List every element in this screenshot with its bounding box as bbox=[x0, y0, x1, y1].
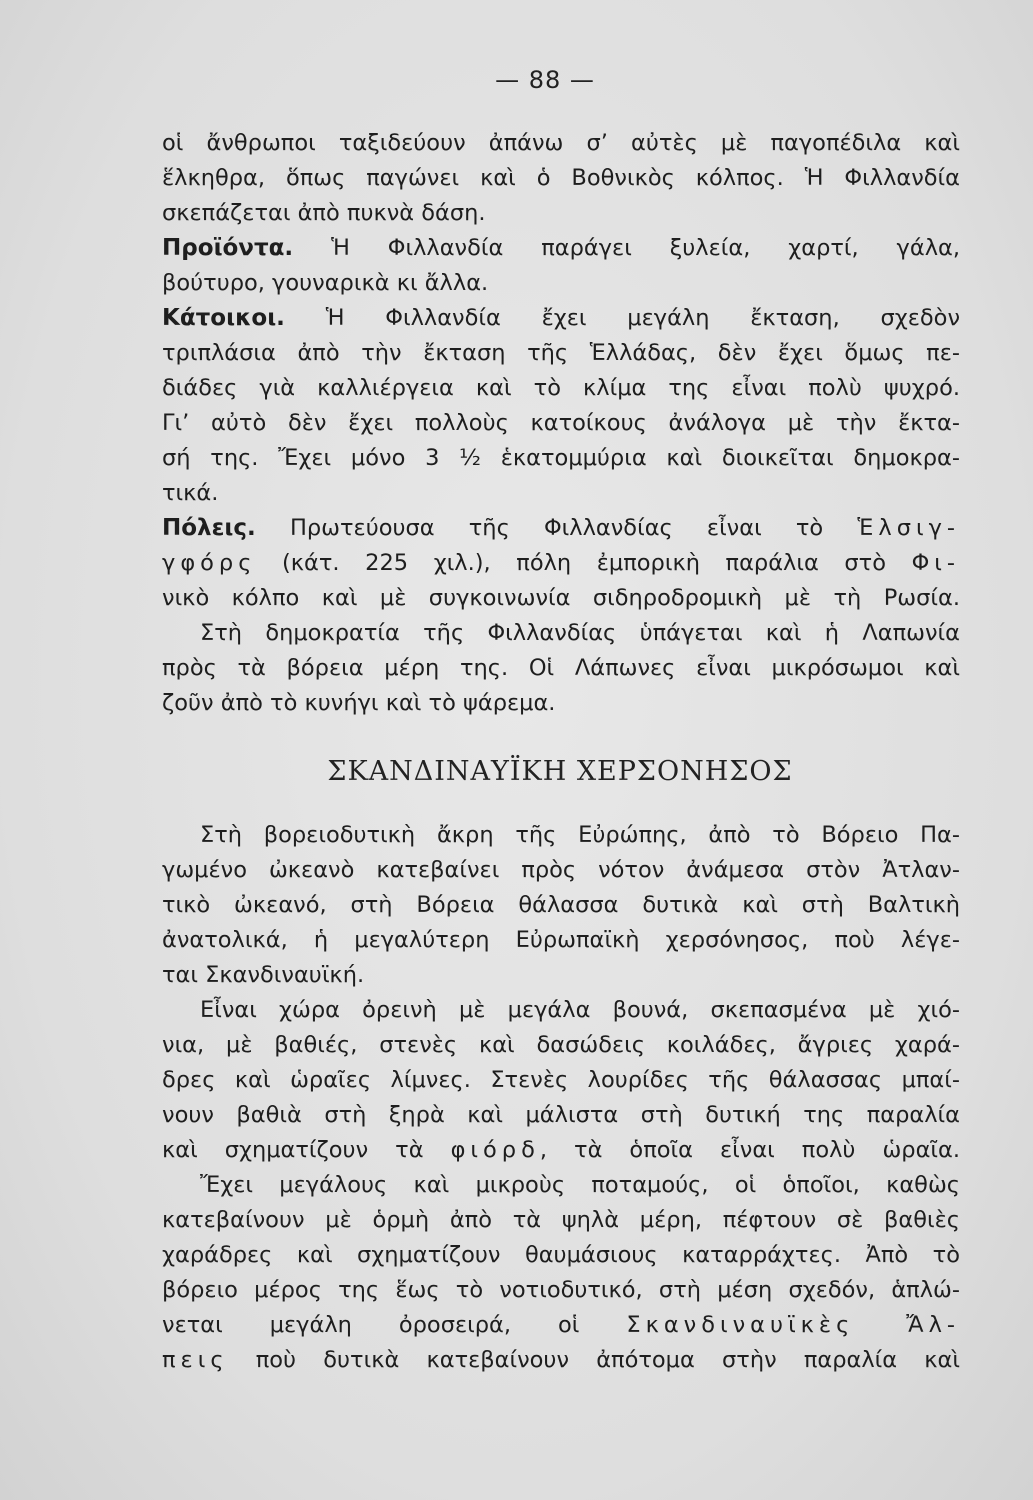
body-text-block bbox=[162, 126, 960, 721]
text-line: Εἶναι χώρα ὀρεινὴ μὲ μεγάλα βουνά, σκεπασμένα μὲ χιό- bbox=[200, 997, 960, 1023]
text-line: νουν βαθιὰ στὴ ξηρὰ καὶ μάλιστα στὴ δυτική της παραλία bbox=[162, 1102, 960, 1128]
text-line: τικά. bbox=[162, 480, 219, 506]
text-line: τριπλάσια ἀπὸ τὴν ἔκταση τῆς Ἑλλάδας, δὲν ἔχει ὅμως πε- bbox=[162, 340, 960, 366]
text-line: καὶ σχηματίζουν τὰ φιόρδ, τὰ ὁποῖα εἶναι πολὺ ὡραῖα. bbox=[162, 1137, 960, 1163]
text-line: οἱ ἄνθρωποι ταξιδεύουν ἀπάνω σ’ αὐτὲς μὲ παγοπέδιλα καὶ bbox=[162, 130, 960, 156]
text-line: σή της. Ἔχει μόνο 3 ½ ἑκατομμύρια καὶ διοικεῖται δημοκρα- bbox=[162, 445, 960, 471]
text-line: ἀνατολικά, ἡ μεγαλύτερη Εὐρωπαϊκὴ χερσόνησος, ποὺ λέγε- bbox=[162, 927, 960, 953]
cities-lead-word: Πόλεις. bbox=[162, 515, 256, 541]
text-line: Ἔχει μεγάλους καὶ μικροὺς ποταμούς, οἱ ὁποῖοι, καθὼς bbox=[200, 1172, 960, 1198]
text-line: γφόρς (κάτ. 225 χιλ.), πόλη ἐμπορικὴ παράλια στὸ Φι- bbox=[162, 550, 961, 576]
products-lead-word: Προϊόντα. bbox=[162, 235, 294, 261]
inhabitants-lead-word: Κάτοικοι. bbox=[162, 305, 285, 331]
text-line: Κάτοικοι. Ἡ Φιλλανδία ἔχει μεγάλη ἔκταση, σχεδὸν bbox=[162, 305, 961, 331]
text-line: γωμένο ὠκεανὸ κατεβαίνει πρὸς νότον ἀνάμεσα στὸν Ἀτλαν- bbox=[162, 857, 960, 883]
text-line: ζοῦν ἀπὸ τὸ κυνήγι καὶ τὸ ψάρεμα. bbox=[162, 690, 556, 716]
text-line: ται Σκανδιναυϊκή. bbox=[162, 962, 365, 988]
text-line: πρὸς τὰ βόρεια μέρη της. Οἱ Λάπωνες εἶναι μικρόσωμοι καὶ bbox=[162, 655, 960, 681]
text-line: χαράδρες καὶ σχηματίζουν θαυμάσιους καταρράχτες. Ἀπὸ τὸ bbox=[162, 1242, 960, 1268]
text-line: βούτυρο, γουναρικὰ κι ἄλλα. bbox=[162, 270, 489, 296]
page-number: — 88 — bbox=[495, 66, 595, 94]
text-line: πεις ποὺ δυτικὰ κατεβαίνουν ἀπότομα στὴν παραλία καὶ bbox=[162, 1347, 960, 1373]
text-line: διάδες γιὰ καλλιέργεια καὶ τὸ κλίμα της εἶναι πολὺ ψυχρό. bbox=[162, 375, 960, 401]
text-line: τικὸ ὠκεανό, στὴ Βόρεια θάλασσα δυτικὰ καὶ στὴ Βαλτικὴ bbox=[162, 892, 960, 918]
text-line: Στὴ βορειοδυτικὴ ἄκρη τῆς Εὐρώπης, ἀπὸ τὸ Βόρειο Πα- bbox=[200, 822, 960, 848]
text-line: δρες καὶ ὡραῖες λίμνες. Στενὲς λουρίδες τῆς θάλασσας μπαί- bbox=[162, 1067, 960, 1093]
text-line: σκεπάζεται ἀπὸ πυκνὰ δάση. bbox=[162, 200, 486, 226]
text-line: νικὸ κόλπο καὶ μὲ συγκοινωνία σιδηροδρομικὴ μὲ τὴ Ρωσία. bbox=[162, 585, 960, 611]
text-line: Γι’ αὐτὸ δὲν ἔχει πολλοὺς κατοίκους ἀνάλογα μὲ τὴν ἔκτα- bbox=[162, 410, 960, 436]
text-line: Προϊόντα. Ἡ Φιλλανδία παράγει ξυλεία, χαρτί, γάλα, bbox=[162, 235, 961, 261]
section-heading: ΣΚΑΝΔΙΝΑΥΪΚΗ ΧΕΡΣΟΝΗΣΟΣ bbox=[327, 756, 793, 787]
text-line: ἕλκηθρα, ὅπως παγώνει καὶ ὁ Βοθνικὸς κόλπος. Ἡ Φιλλανδία bbox=[162, 165, 960, 191]
text-line: κατεβαίνουν μὲ ὁρμὴ ἀπὸ τὰ ψηλὰ μέρη, πέφτουν σὲ βαθιὲς bbox=[162, 1207, 960, 1233]
text-line: Στὴ δημοκρατία τῆς Φιλλανδίας ὑπάγεται καὶ ἡ Λαπωνία bbox=[200, 620, 960, 646]
text-line: Πόλεις. Πρωτεύουσα τῆς Φιλλανδίας εἶναι τὸ Ἑλσιγ- bbox=[162, 515, 961, 541]
text-line: βόρειο μέρος της ἕως τὸ νοτιοδυτικό, στὴ μέση σχεδόν, ἁπλώ- bbox=[162, 1277, 960, 1303]
text-line: νεται μεγάλη ὀροσειρά, οἱ Σκανδιναυϊκὲς Ἄλ- bbox=[162, 1312, 960, 1338]
section-text-block bbox=[162, 818, 960, 1378]
text-line: νια, μὲ βαθιές, στενὲς καὶ δασώδεις κοιλάδες, ἄγριες χαρά- bbox=[162, 1032, 960, 1058]
